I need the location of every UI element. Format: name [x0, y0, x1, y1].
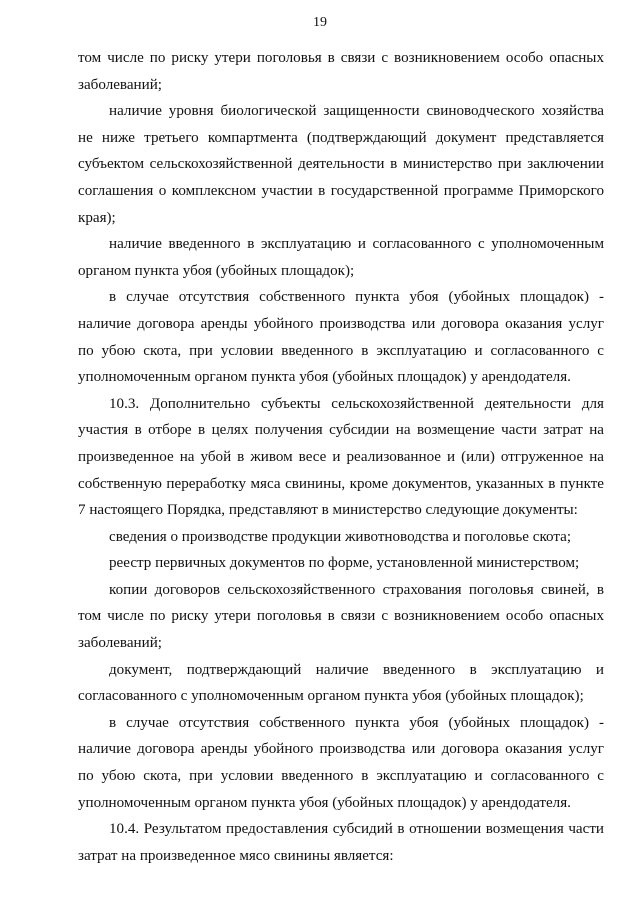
paragraph-biosecurity-level: наличие уровня биологической защищенности свиноводческого хозяйства не ниже третьего компартмента (подтверждающий документ представляется субъектом сельскохозяйственной деятельности в министерство при заключении соглашения о комплексном участии в государственной программе Приморского края);: [78, 103, 604, 226]
list-item-insurance-copies: копии договоров сельскохозяйственного страхования поголовья свиней, в том числе по риску утери поголовья в связи с возникновением особо опасных заболеваний;: [78, 581, 604, 652]
paragraph-lease-agreement: в случае отсутствия собственного пункта убоя (убойных площадок) - наличие договора аренды убойного производства или договора оказания услуг по убою скота, при условии введенного в эксплуатацию и согласованного с уполномоченным органом пункта убоя (убойных площадок) у арендодателя.: [78, 289, 604, 386]
list-item-production-info: сведения о производстве продукции животноводства и поголовье скота;: [109, 528, 572, 545]
paragraph-continuation: том числе по риску утери поголовья в связи с возникновением особо опасных заболеваний;: [78, 50, 604, 93]
paragraph-slaughter-point: наличие введенного в эксплуатацию и согласованного с уполномоченным органом пункта убоя (убойных площадок);: [78, 236, 604, 279]
document-body: [78, 45, 604, 869]
list-item-document-registry: реестр первичных документов по форме, установленной министерством;: [109, 555, 580, 572]
paragraph-clause-10-4: 10.4. Результатом предоставления субсидий в отношении возмещения части затрат на произведенное мясо свинины является:: [78, 821, 604, 864]
list-item-lease-agreement: в случае отсутствия собственного пункта убоя (убойных площадок) - наличие договора аренды убойного производства или договора оказания услуг по убою скота, при условии введенного в эксплуатацию и согласованного с уполномоченным органом пункта убоя (убойных площадок) у арендодателя.: [78, 714, 604, 811]
paragraph-clause-10-3: 10.3. Дополнительно субъекты сельскохозяйственной деятельности для участия в отборе в целях получения субсидии на возмещение части затрат на произведенное на убой в живом весе и реализованное и (или) отгруженное на собственную переработку мяса свинины, кроме документов, указанных в пункте 7 настоящего Порядка, представляют в министерство следующие документы:: [78, 395, 604, 519]
page-number: 19: [313, 15, 327, 30]
list-item-slaughter-document: документ, подтверждающий наличие введенного в эксплуатацию и согласованного с уполномоченным органом пункта убоя (убойных площадок);: [78, 661, 604, 705]
